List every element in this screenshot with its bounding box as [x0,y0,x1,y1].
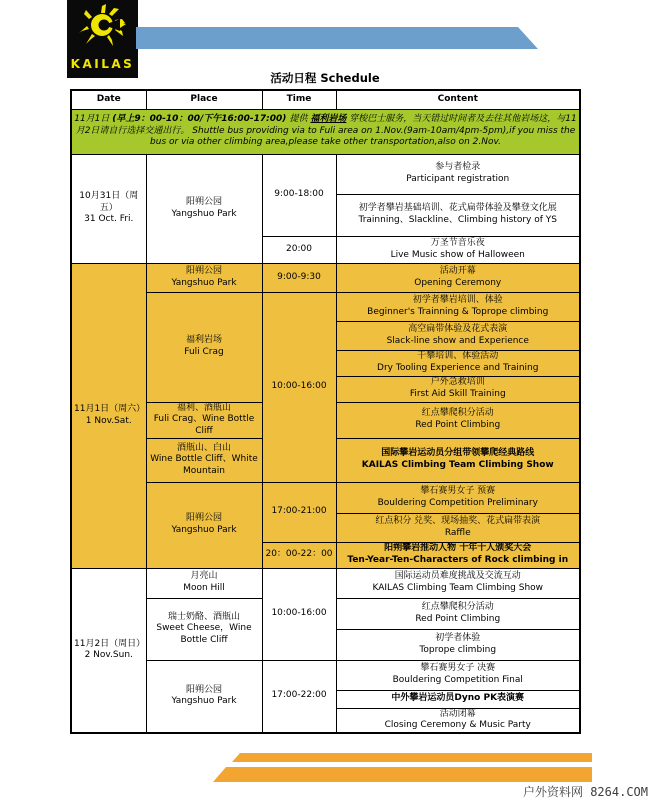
content-en: Bouldering Competition Preliminary [377,497,538,508]
note-crag: 福利岩场 [310,113,347,124]
banner-stripe [136,27,538,49]
note-zh-rest: 穿梭巴士服务，当天错过时间者及去往其他岩场这，与11月2日请自行选择交通出行。 [75,113,577,136]
content-en: Opening Ceremony [414,277,502,288]
place-cell-yangshuo-park [146,154,262,263]
content-zh: 攀石赛男女子 预赛 [420,485,496,496]
kailas-logo [67,0,138,78]
place-en: Sweet Cheese，Wine Bottle Cliff [156,623,252,645]
place-en: Fuli Crag、Wine Bottle Cliff [153,414,255,436]
note-date: 11月1日 [74,113,113,124]
place-zh: 福利、酒瓶山 [176,402,231,413]
content-zh: 万圣节音乐夜 [430,237,485,248]
content-en: Red Point Climbing [415,420,501,431]
content-cell-boulder-final [336,660,580,690]
col-header-time: Time [262,90,336,109]
place-cell-sweetcheese-winebottle [146,598,262,660]
content-en: Ten-Year-Ten-Characters of Rock climbing in [347,555,569,566]
content-zh: 红点积分 兑奖、现场抽奖、花式扁带表演 [375,515,541,526]
content-cell-nov2-redpoint [336,598,580,629]
note-provide: 提供 [289,113,311,124]
content-zh: 高空扁带体验及花式表演 [408,323,508,334]
content-cell-beginner-training [336,292,580,321]
row-nov2-team-show [71,568,580,598]
content-en: KAILAS Climbing Team Climbing Show [361,460,554,471]
content-zh: 攀石赛男女子 决赛 [420,663,496,674]
shuttle-note [71,109,580,154]
footer-stripe-thick [213,767,592,782]
place-en: Yangshuo Park [171,277,237,288]
shuttle-note-row [71,109,580,154]
time-cell: 10:00-16:00 [262,292,336,482]
content-cell-drytooling [336,350,580,376]
time-cell: 17:00-21:00 [262,482,336,542]
content-cell-redpoint [336,402,580,438]
content-cell-toprope [336,629,580,660]
content-cell-dyno-pk [336,690,580,708]
header-row [71,90,580,109]
sun-icon [76,4,130,52]
place-zh: 阳朔公园 [185,265,222,276]
content-cell-halloween [336,236,580,263]
place-zh: 福利岩场 [185,335,222,346]
content-cell-awards [336,542,580,568]
content-en: First Aid Skill Training [409,389,506,399]
date-cell-nov2 [71,568,146,733]
col-header-content: Content [336,90,580,109]
time-cell: 20:00 [262,236,336,263]
content-cell-training [336,194,580,236]
place-en: Yangshuo Park [171,208,237,219]
content-zh: 干攀培训、体验活动 [417,351,499,362]
content-en: Raffle [444,527,471,538]
content-cell-raffle [336,513,580,542]
content-zh: 中外攀岩运动员Dyno PK表演赛 [391,693,525,704]
content-zh: 活动开幕 [439,265,476,276]
content-cell-closing [336,708,580,733]
content-zh: 户外急救培训 [430,377,485,388]
page-title: 活动日程 Schedule [270,71,380,85]
date-en: 1 Nov.Sat. [85,415,132,426]
place-cell-yangshuo-park [146,263,262,292]
place-cell-moon-hill [146,568,262,598]
col-header-place: Place [146,90,262,109]
place-zh: 酒瓶山、白山 [176,442,231,453]
schedule-table [70,89,581,734]
note-times: (早上9：00-10：00/下午16:00-17:00) [112,113,290,124]
date-en: 31 Oct. Fri. [84,214,134,225]
content-cell-boulder-prelim [336,482,580,513]
place-en: Yangshuo Park [171,525,237,536]
content-zh: 红点攀爬积分活动 [421,408,494,419]
row-nov1-beginner [71,292,580,321]
row-nov1-opening [71,263,580,292]
place-cell-fuli-crag [146,292,262,402]
time-cell: 9:00-9:30 [262,263,336,292]
place-zh: 阳朔公园 [185,684,222,695]
row-nov1-boulder-prelim [71,482,580,513]
content-en: Participant registration [406,174,510,184]
content-cell-nov2-team-show [336,568,580,598]
content-en: Live Music show of Halloween [390,249,525,260]
content-zh: 初学者攀岩培训、体验 [412,294,503,305]
place-zh: 瑞士奶酪、酒瓶山 [167,611,240,622]
place-zh: 月亮山 [190,571,218,582]
content-cell-opening [336,263,580,292]
date-zh: 11月2日（周日） [74,638,146,649]
place-cell-fuli-winebottle [146,402,262,438]
content-en: Beginner's Trainning & Toprope climbing [367,306,549,317]
row-oct31-registration [71,154,580,194]
content-en: Bouldering Competition Final [392,675,523,686]
content-zh: 参与者检录 [435,162,481,173]
content-zh: 红点攀爬积分活动 [421,601,494,612]
place-cell-yangshuo-park [146,482,262,568]
place-en: Wine Bottle Cliff、White Mountain [150,454,258,476]
time-cell: 10:00-16:00 [262,568,336,660]
place-zh: 阳朔公园 [185,196,222,207]
place-en: Fuli Crag [184,347,224,357]
watermark: 户外资料网 8264.COM [522,785,648,799]
col-header-date: Date [71,90,146,109]
content-cell-slackline [336,321,580,350]
note-en: Shuttle bus providing via to Fuli area on 1.Nov.(9am-10am/4pm-5pm),if you miss the bus or via other climbing area,please take other transportation,also on 2.Nov. [150,125,576,148]
place-en: Moon Hill [183,583,225,594]
content-zh: 初学者体验 [435,632,481,643]
content-en: Trainning、Slackline、Climbing history of YS [358,215,557,225]
row-nov2-boulder-final [71,660,580,690]
date-zh: 10月31日（周五） [79,190,139,213]
content-en: Slack-line show and Experience [386,335,529,346]
content-en: KAILAS Climbing Team Climbing Show [372,583,544,594]
place-zh: 阳朔公园 [185,513,222,524]
place-en: Yangshuo Park [171,696,237,707]
footer-stripe-thin [232,753,592,762]
content-en: Toprope climbing [419,644,497,655]
date-cell-nov1 [71,263,146,568]
content-en: Closing Ceremony & Music Party [384,720,531,731]
content-zh: 阳朔攀岩推动人物 十年十人颁奖大会 [384,543,532,554]
time-cell: 9:00-18:00 [262,154,336,236]
date-zh: 11月1日（周六） [74,403,146,414]
content-cell-firstaid [336,376,580,402]
time-cell: 17:00-22:00 [262,660,336,733]
date-en: 2 Nov.Sun. [84,650,133,661]
content-cell-team-show [336,438,580,482]
date-cell-oct31 [71,154,146,263]
time-cell: 20：00-22：00 [262,542,336,568]
content-zh: 国际攀岩运动员分组带领攀爬经典路线 [381,448,535,459]
kailas-wordmark: KAILAS [70,57,135,71]
content-en: Dry Tooling Experience and Training [377,363,539,373]
content-zh: 国际运动员难度挑战及交流互动 [394,571,521,582]
content-en: Red Point Climbing [415,613,501,624]
content-zh: 初学者攀岩基础培训、花式扁带体验及攀登文化展 [358,203,557,214]
place-cell-winebottle-whitemountain [146,438,262,482]
content-zh: 活动闭幕 [439,708,476,719]
place-cell-yangshuo-park [146,660,262,733]
content-cell-registration [336,154,580,194]
